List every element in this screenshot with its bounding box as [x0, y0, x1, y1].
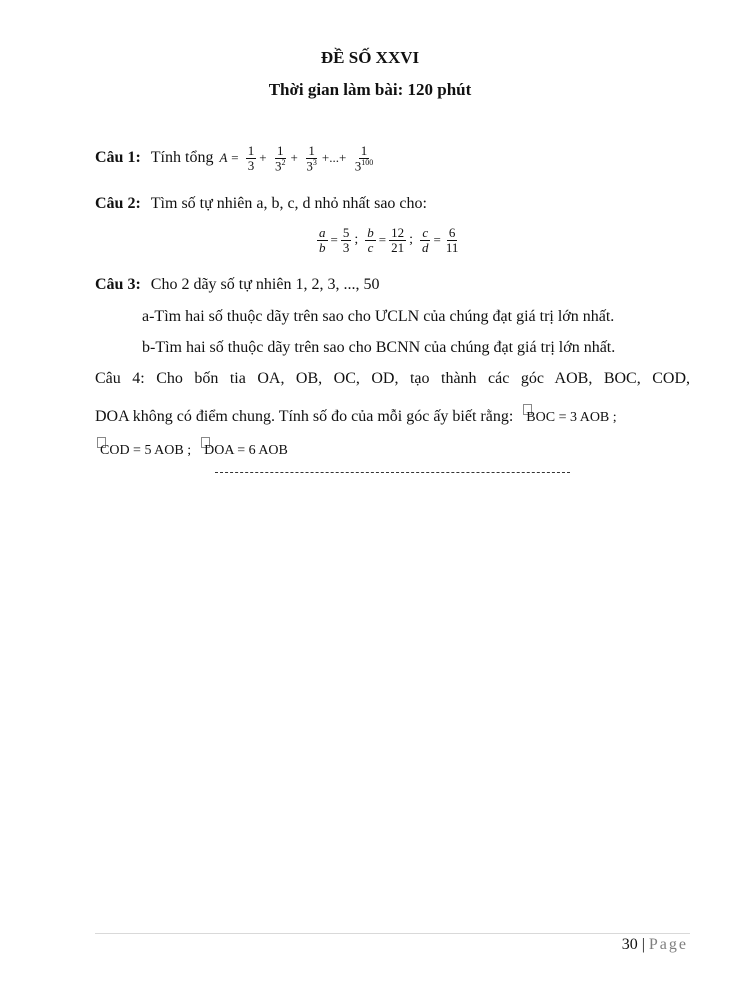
sum-formula: [217, 144, 376, 173]
question-1-label: Câu 1:: [95, 148, 141, 166]
question-2-label: Câu 2:: [95, 195, 141, 212]
plus-sign: +: [259, 150, 267, 166]
section-divider: [215, 472, 570, 473]
question-2: [95, 195, 427, 213]
exam-title: ĐỀ SỐ XXVI: [320, 48, 420, 67]
term-3: $\frac{1}{3^3}$: [306, 143, 317, 173]
term-2: $\frac{1}{3^2}$: [275, 143, 286, 173]
question-3b: b-Tìm hai số thuộc dãy trên sao cho BCNN của chúng đạt giá trị lớn nhất.: [142, 339, 616, 356]
question-1: [95, 144, 376, 173]
angle-eq-cod: COD = 5 AOB ;: [95, 443, 191, 458]
question-3-label: Câu 3:: [95, 276, 141, 293]
question-3a: a-Tìm hai số thuộc dãy trên sao cho ƯCLN của chúng đạt giá trị lớn nhất.: [142, 308, 615, 325]
question-4-text: DOA không có điểm chung. Tính số đo của mỗi góc ấy biết rằng:: [95, 408, 514, 425]
formula-lhs: A =: [219, 150, 240, 166]
ratio-6-11: $\frac{6}{11}$: [445, 225, 459, 255]
ratio-equations: $\frac{a}{b}$ = $\frac{5}{3}$ ; $\frac{b}{c}$ = $\frac{12}{21}$ ; $\frac{c}{d}$ = $\frac{6}{11}$: [319, 225, 459, 255]
ratio-b-c: $\frac{b}{c}$: [367, 225, 374, 255]
footer-bar: |: [641, 936, 645, 953]
question-1-text: Tính tổng: [150, 148, 214, 166]
plus-sign: +: [290, 150, 298, 166]
page-number: 30: [621, 936, 638, 953]
question-3: [95, 276, 379, 294]
question-2-text: Tìm số tự nhiên a, b, c, d nhỏ nhất sao cho:: [150, 195, 427, 212]
ratio-c-d: $\frac{c}{d}$: [421, 225, 429, 255]
term-1: $\frac{1}{3}$: [247, 143, 255, 173]
question-3-text: Cho 2 dãy số tự nhiên 1, 2, 3, ..., 50: [150, 276, 380, 293]
ratio-a-b: $\frac{a}{b}$: [319, 225, 326, 255]
page-footer: [622, 936, 688, 954]
footer-rule: [95, 933, 690, 934]
exam-time: Thời gian làm bài: 120 phút: [268, 80, 472, 99]
question-4-line-1: Câu 4: Cho bốn tia OA, OB, OC, OD, tạo thành các góc AOB, BOC, COD,: [95, 370, 690, 387]
angle-eq-boc: BOC = 3 AOB ;: [521, 410, 616, 425]
ratio-12-21: $\frac{12}{21}$: [391, 225, 405, 255]
question-4-line-3: [95, 437, 288, 459]
ellipsis-sign: +...+: [321, 150, 347, 166]
ratio-5-3: $\frac{5}{3}$: [342, 225, 350, 255]
angle-eq-doa: DOA = 6 AOB: [199, 443, 288, 458]
question-4-line-2: [95, 404, 617, 426]
term-last: $\frac{1}{3^{100}}$: [354, 143, 374, 173]
page-label: Page: [648, 936, 688, 953]
